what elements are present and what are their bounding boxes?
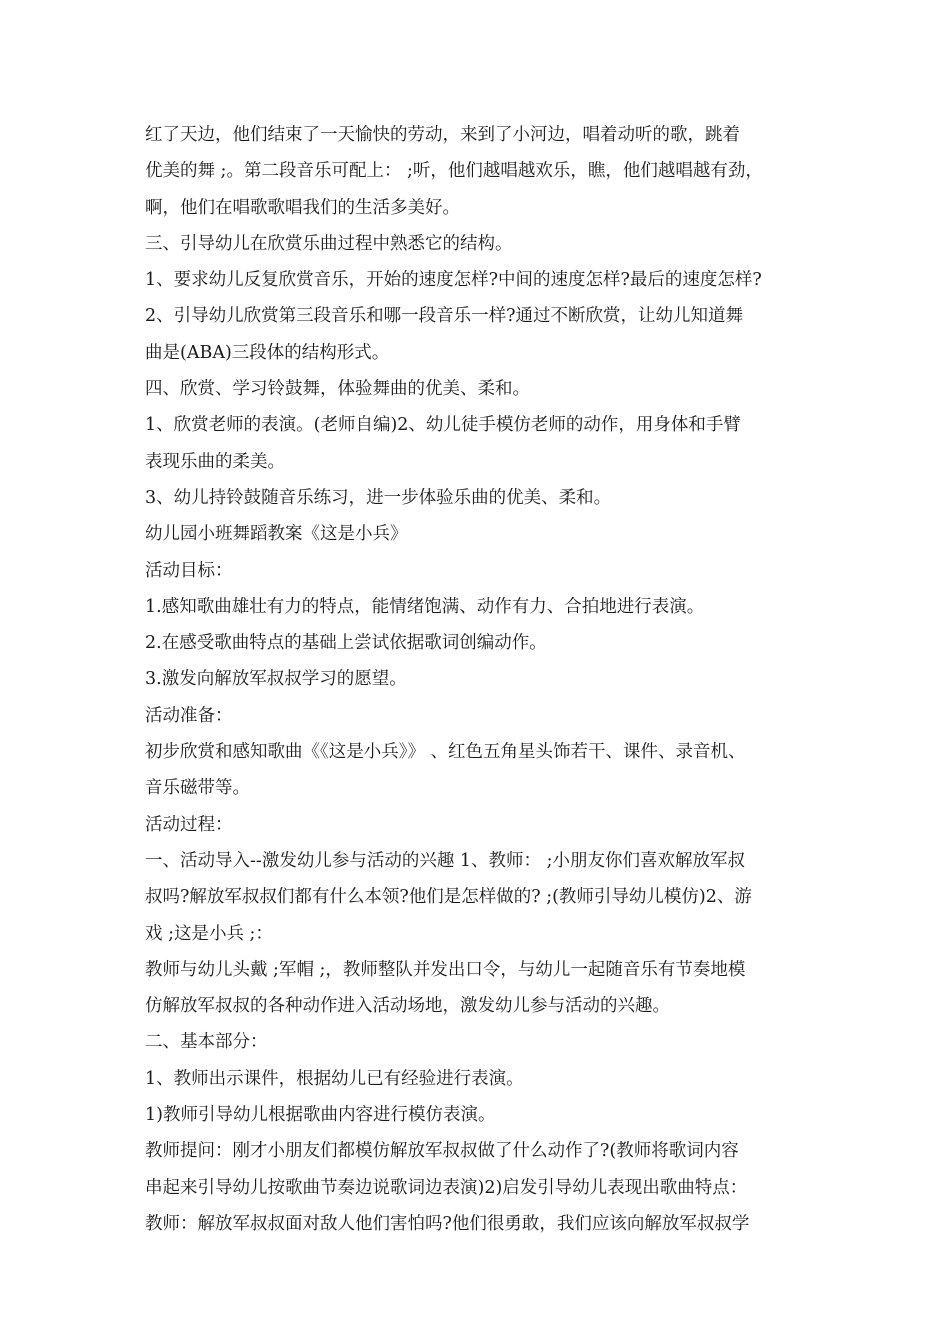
text-line: 教师：解放军叔叔面对敌人他们害怕吗?他们很勇敢，我们应该向解放军叔叔学 [145,1213,750,1234]
text-line: 3.激发向解放军叔叔学习的愿望。 [145,669,407,690]
text-line: 戏 ;这是小兵 ;： [145,923,273,944]
section-heading: 四、欣赏、学习铃鼓舞，体验舞曲的优美、柔和。 [145,379,530,400]
text-line: 一、活动导入--激发幼儿参与活动的兴趣 1、教师： ;小朋友你们喜欢解放军叔 [145,850,745,871]
text-line: 初步欣赏和感知歌曲《《这是小兵》》 、红色五角星头饰若干、课件、录音机、 [145,742,746,763]
document-body [145,117,825,1242]
text-line: 教师与幼儿头戴 ;军帽 ;，教师整队并发出口令，与幼儿一起随音乐有节奏地模 [145,959,746,980]
text-line: 曲是(ABA)三段体的结构形式。 [145,342,390,363]
section-heading: 活动过程： [145,814,233,835]
section-heading: 三、引导幼儿在欣赏乐曲过程中熟悉它的结构。 [145,233,513,254]
text-line: 1、教师出示课件，根据幼儿已有经验进行表演。 [145,1068,524,1089]
text-line: 啊，他们在唱歌歌唱我们的生活多美好。 [145,197,460,218]
text-line: 1、要求幼儿反复欣赏音乐，开始的速度怎样?中间的速度怎样?最后的速度怎样? [145,270,762,291]
text-line: 3、幼儿持铃鼓随音乐练习，进一步体验乐曲的优美、柔和。 [145,487,612,508]
text-line: 教师提问：刚才小朋友们都模仿解放军叔叔做了什么动作了?(教师将歌词内容 [145,1141,739,1162]
text-line: 表现乐曲的柔美。 [145,451,285,472]
text-line: 2、引导幼儿欣赏第三段音乐和哪一段音乐一样?通过不断欣赏，让幼儿知道舞 [145,306,744,327]
text-line: 1)教师引导幼儿根据歌曲内容进行模仿表演。 [145,1105,496,1126]
text-line: 优美的舞 ;。第二段音乐可配上： ;听，他们越唱越欢乐，瞧，他们越唱越有劲， [145,161,763,182]
text-line: 串起来引导幼儿按歌曲节奏边说歌词边表演)2)启发引导幼儿表现出歌曲特点： [145,1177,748,1198]
section-heading: 活动目标： [145,560,233,581]
text-line: 音乐磁带等。 [145,778,250,799]
text-line: 2.在感受歌曲特点的基础上尝试依据歌词创编动作。 [145,633,547,654]
section-heading: 活动准备： [145,705,233,726]
text-line: 红了天边，他们结束了一天愉快的劳动，来到了小河边，唱着动听的歌，跳着 [145,125,740,145]
section-heading: 二、基本部分： [145,1032,268,1053]
document-title: 幼儿园小班舞蹈教案《这是小兵》 [145,524,408,545]
text-line: 仿解放军叔叔的各种动作进入活动场地，激发幼儿参与活动的兴趣。 [145,996,670,1017]
text-line: 1、欣赏老师的表演。(老师自编)2、幼儿徒手模仿老师的动作，用身体和手臂 [145,415,741,436]
text-line: 1.感知歌曲雄壮有力的特点，能情绪饱满、动作有力、合拍地进行表演。 [145,596,705,617]
text-line: 叔吗?解放军叔叔们都有什么本领?他们是怎样做的? ;(教师引导幼儿模仿)2、游 [145,887,752,908]
